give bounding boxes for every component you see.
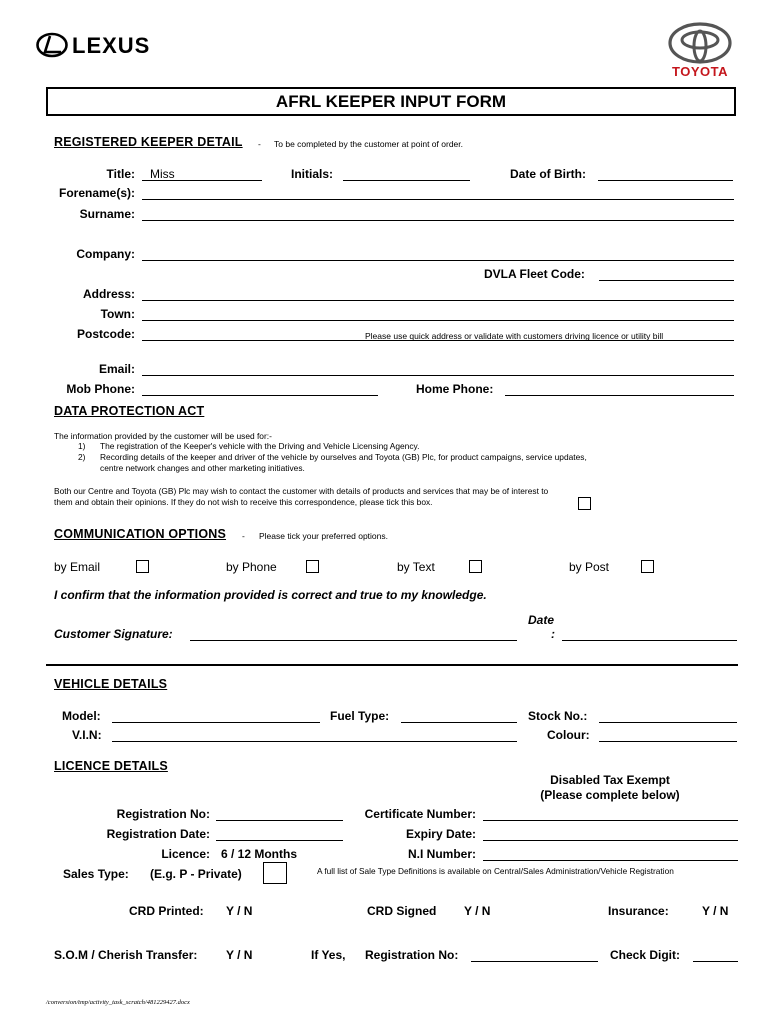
registration-no-label: Registration No: xyxy=(116,807,210,821)
lexus-wordmark: LEXUS xyxy=(72,33,151,58)
home-phone-field[interactable] xyxy=(505,395,734,396)
mob-phone-field[interactable] xyxy=(142,395,378,396)
registration-no-field[interactable] xyxy=(216,820,343,821)
if-yes-label: If Yes, xyxy=(311,948,346,962)
sales-type-label: Sales Type: xyxy=(63,867,129,881)
insurance-label: Insurance: xyxy=(608,904,669,918)
colour-label: Colour: xyxy=(547,728,590,742)
surname-field[interactable] xyxy=(142,220,734,221)
registration-date-label: Registration Date: xyxy=(106,827,210,841)
opt-out-checkbox[interactable] xyxy=(578,497,591,510)
dpa-item1-number: 1) xyxy=(78,441,86,451)
model-label: Model: xyxy=(62,709,101,723)
home-phone-label: Home Phone: xyxy=(416,382,494,396)
dpa-item2-text-line1: Recording details of the keeper and driver of the vehicle by ourselves and Toyota (GB) Plc, for product campaigns, service updates, xyxy=(100,452,587,462)
comms-section-dash: - xyxy=(242,531,245,541)
stock-no-field[interactable] xyxy=(599,722,737,723)
by-post-checkbox[interactable] xyxy=(641,560,654,573)
surname-label: Surname: xyxy=(79,207,135,221)
forenames-label: Forename(s): xyxy=(58,186,135,200)
by-phone-checkbox[interactable] xyxy=(306,560,319,573)
crd-signed-label: CRD Signed xyxy=(367,904,437,918)
keeper-section-title: REGISTERED KEEPER DETAIL xyxy=(54,135,243,149)
company-field[interactable] xyxy=(142,260,734,261)
model-field[interactable] xyxy=(112,722,320,723)
customer-signature-field[interactable] xyxy=(190,640,517,641)
vin-field[interactable] xyxy=(112,741,517,742)
by-text-label: by Text xyxy=(397,560,435,574)
initials-label: Initials: xyxy=(291,167,334,181)
title-label: Title: xyxy=(106,167,135,181)
postcode-note: Please use quick address or validate with customers driving licence or utility bill xyxy=(365,331,664,341)
sales-type-note: A full list of Sale Type Definitions is available on Central/Sales Administration/Vehicle Registration xyxy=(317,866,674,876)
dpa-item1-text: The registration of the Keeper's vehicle with the Driving and Vehicle Licensing Agency. xyxy=(100,441,420,451)
insurance-value: Y / N xyxy=(702,904,729,918)
forenames-field[interactable] xyxy=(142,199,734,200)
toyota-wordmark: TOYOTA xyxy=(672,64,728,79)
dpa-item2-text-line2: centre network changes and other marketing initiatives. xyxy=(100,463,305,473)
form-title: AFRL KEEPER INPUT FORM xyxy=(275,92,507,111)
by-post-label: by Post xyxy=(569,560,610,574)
toyota-emblem-icon xyxy=(660,22,740,64)
toyota-logo xyxy=(660,22,740,80)
town-label: Town: xyxy=(100,307,135,321)
disabled-tax-exempt-subheading: (Please complete below) xyxy=(540,788,680,802)
vehicle-section-title: VEHICLE DETAILS xyxy=(54,677,168,691)
check-digit-field[interactable] xyxy=(693,961,738,962)
colour-field[interactable] xyxy=(599,741,737,742)
licence-label: Licence: xyxy=(161,847,210,861)
dob-label: Date of Birth: xyxy=(510,167,586,181)
expiry-date-field[interactable] xyxy=(483,840,738,841)
confirmation-statement: I confirm that the information provided is correct and true to my knowledge. xyxy=(54,588,487,602)
sales-type-example: (E.g. P - Private) xyxy=(150,867,242,881)
registration-no-2-field[interactable] xyxy=(471,961,598,962)
keeper-section-note: To be completed by the customer at point of order. xyxy=(274,139,463,149)
section-divider xyxy=(46,664,738,666)
disabled-tax-exempt-heading: Disabled Tax Exempt xyxy=(550,773,670,787)
date-colon: : xyxy=(551,627,555,641)
email-field[interactable] xyxy=(142,375,734,376)
expiry-date-label: Expiry Date: xyxy=(405,827,476,841)
sales-type-box[interactable] xyxy=(263,862,287,884)
dvla-fleet-code-field[interactable] xyxy=(599,280,734,281)
lexus-emblem-icon xyxy=(36,32,68,58)
customer-signature-label: Customer Signature: xyxy=(54,627,173,641)
by-email-label: by Email xyxy=(54,560,101,574)
dpa-contact-line1: Both our Centre and Toyota (GB) Plc may wish to contact the customer with details of products and services that may be of interest to xyxy=(54,486,549,496)
lexus-logo xyxy=(36,30,176,60)
date-field[interactable] xyxy=(562,640,737,641)
registration-date-field[interactable] xyxy=(216,840,343,841)
dpa-intro: The information provided by the customer will be used for:- xyxy=(54,431,272,441)
fuel-type-field[interactable] xyxy=(401,722,517,723)
vin-label: V.I.N: xyxy=(72,728,102,742)
address-field[interactable] xyxy=(142,300,734,301)
som-cherish-transfer-value: Y / N xyxy=(226,948,253,962)
by-phone-label: by Phone xyxy=(226,560,277,574)
mob-phone-label: Mob Phone: xyxy=(66,382,135,396)
licence-section-title: LICENCE DETAILS xyxy=(54,759,168,773)
crd-printed-label: CRD Printed: xyxy=(129,904,204,918)
email-label: Email: xyxy=(98,362,135,376)
title-value: Miss xyxy=(150,167,175,181)
certificate-number-field[interactable] xyxy=(483,820,738,821)
ni-number-field[interactable] xyxy=(483,860,738,861)
som-cherish-transfer-label: S.O.M / Cherish Transfer: xyxy=(54,948,198,962)
town-field[interactable] xyxy=(142,320,734,321)
dob-field[interactable] xyxy=(598,180,733,181)
licence-value: 6 / 12 Months xyxy=(221,847,298,861)
crd-signed-value: Y / N xyxy=(464,904,491,918)
initials-field[interactable] xyxy=(343,180,470,181)
date-label: Date xyxy=(528,613,555,627)
comms-section-title: COMMUNICATION OPTIONS xyxy=(54,527,227,541)
company-label: Company: xyxy=(76,247,135,261)
by-text-checkbox[interactable] xyxy=(469,560,482,573)
stock-no-label: Stock No.: xyxy=(528,709,588,723)
certificate-number-label: Certificate Number: xyxy=(364,807,476,821)
footer-file-path: /conversion/tmp/activity_task_scratch/481229427.docx xyxy=(46,999,190,1006)
dpa-section-title: DATA PROTECTION ACT xyxy=(54,404,205,418)
dpa-item2-number: 2) xyxy=(78,452,86,462)
ni-number-label: N.I Number: xyxy=(407,847,476,861)
dvla-fleet-code-label: DVLA Fleet Code: xyxy=(484,267,585,281)
keeper-section-dash: - xyxy=(258,139,261,149)
check-digit-label: Check Digit: xyxy=(610,948,681,962)
postcode-label: Postcode: xyxy=(76,327,135,341)
dpa-contact-line2: them and obtain their opinions. If they do not wish to receive this correspondence, please tick this box. xyxy=(54,497,433,507)
comms-section-note: Please tick your preferred options. xyxy=(259,531,388,541)
fuel-type-label: Fuel Type: xyxy=(330,709,390,723)
crd-printed-value: Y / N xyxy=(226,904,253,918)
address-label: Address: xyxy=(82,287,135,301)
registration-no-2-label: Registration No: xyxy=(365,948,459,962)
by-email-checkbox[interactable] xyxy=(136,560,149,573)
